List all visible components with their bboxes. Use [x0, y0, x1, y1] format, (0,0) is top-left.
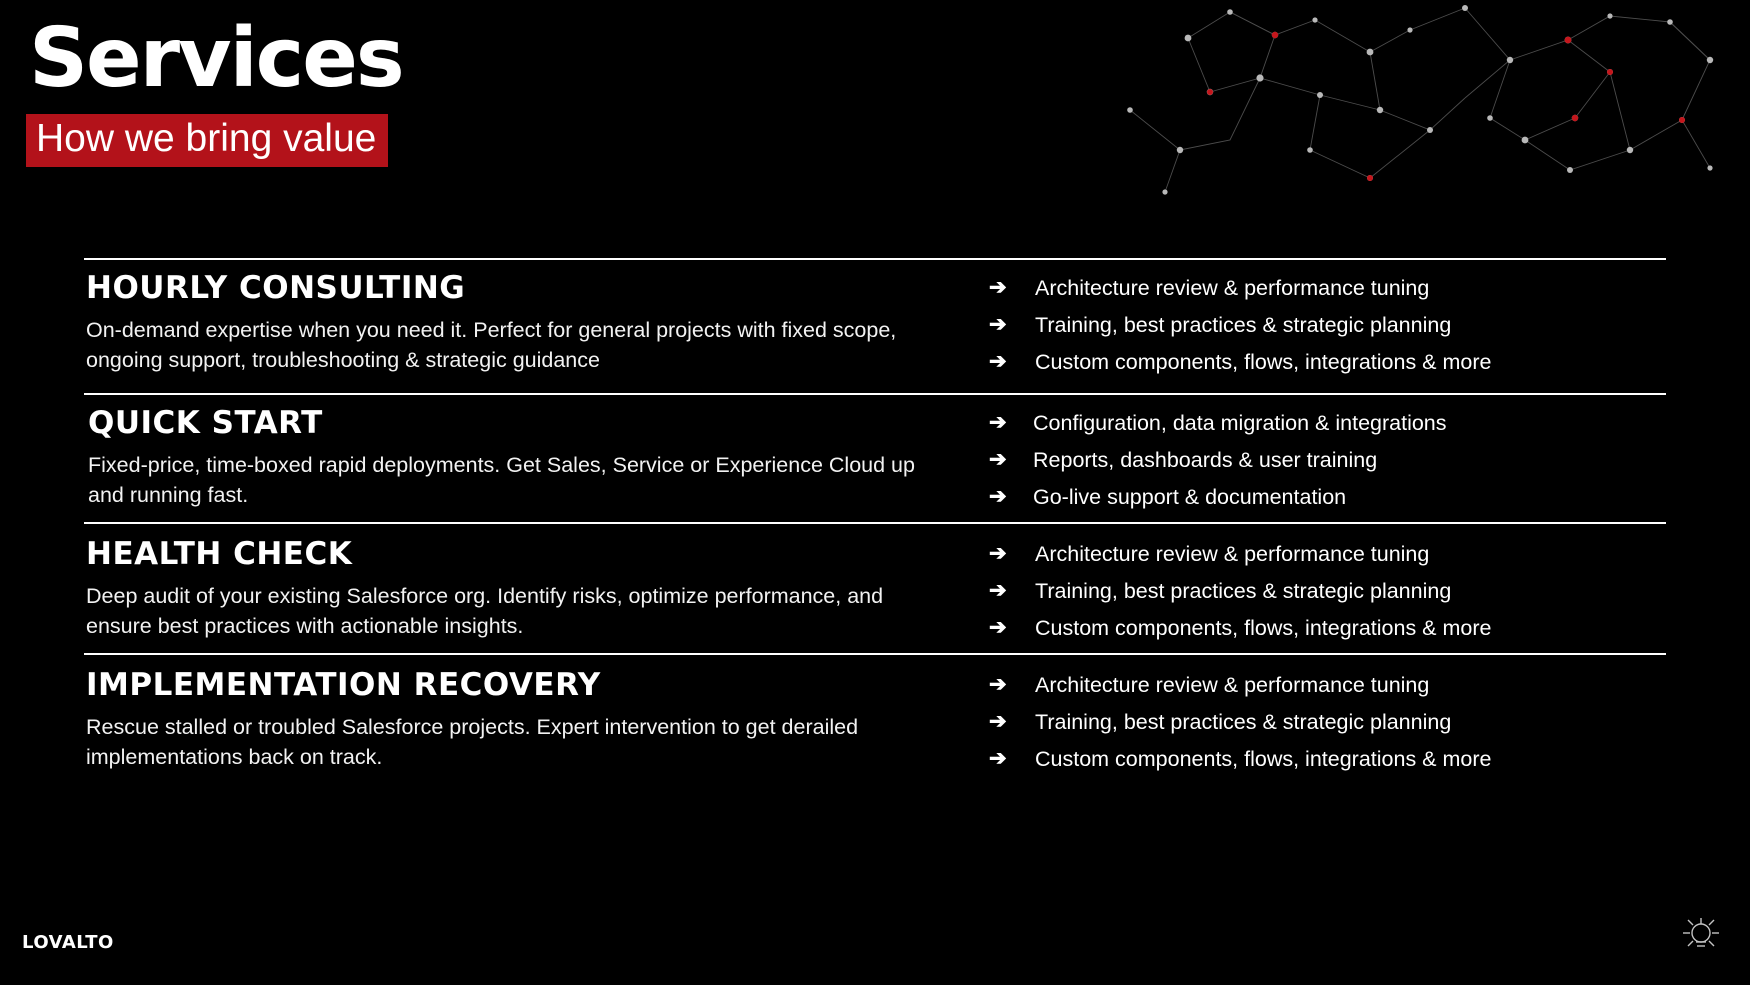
service-bullets — [989, 669, 1666, 774]
bullet-label: Custom components, flows, integrations & more — [1035, 747, 1492, 772]
service-description: Rescue stalled or troubled Salesforce projects. Expert intervention to get derailed implementations back on track. — [86, 714, 859, 770]
service-description: On-demand expertise when you need it. Perfect for general projects with fixed scope, ongoing support, troubleshooting & strategic guidance — [86, 317, 897, 373]
arrow-icon: ➔ — [989, 276, 1007, 299]
bullet-label: Architecture review & performance tuning — [1035, 673, 1430, 698]
bullet-label: Architecture review & performance tuning — [1035, 542, 1430, 567]
arrow-icon: ➔ — [989, 485, 1007, 509]
list-item — [989, 745, 1666, 774]
list-item — [989, 483, 1666, 512]
list-item — [989, 708, 1666, 737]
arrow-icon: ➔ — [989, 747, 1007, 771]
service-title: IMPLEMENTATION RECOVERY — [86, 667, 601, 704]
arrow-icon: ➔ — [989, 350, 1007, 374]
bullet-label: Custom components, flows, integrations & more — [1035, 616, 1492, 641]
bullet-label: Reports, dashboards & user training — [1033, 448, 1378, 473]
list-item — [989, 274, 1666, 303]
service-summary — [84, 538, 989, 642]
arrow-icon: ➔ — [989, 579, 1007, 603]
network-decoration-graphic — [1070, 0, 1750, 220]
service-row — [84, 258, 1666, 393]
service-summary — [84, 669, 989, 773]
service-title: QUICK START — [88, 405, 323, 442]
bullet-label: Custom components, flows, integrations & more — [1035, 350, 1492, 375]
arrow-icon: ➔ — [989, 616, 1007, 640]
list-item — [989, 671, 1666, 700]
bulb-watermark-icon — [1678, 913, 1724, 959]
arrow-icon: ➔ — [989, 542, 1007, 566]
list-item — [989, 446, 1666, 475]
title-block — [26, 11, 403, 167]
bullet-label: Configuration, data migration & integrations — [1033, 411, 1447, 436]
list-item — [989, 311, 1666, 340]
footer-logo: LOVALTO — [22, 932, 114, 953]
arrow-icon: ➔ — [989, 448, 1007, 472]
page-title: Services — [29, 11, 403, 106]
list-item — [989, 409, 1666, 438]
services-list — [84, 258, 1666, 784]
bullet-label: Training, best practices & strategic planning — [1035, 579, 1452, 604]
service-bullets — [989, 538, 1666, 643]
service-summary — [84, 407, 989, 511]
service-bullets — [989, 407, 1666, 512]
bullet-label: Go-live support & documentation — [1033, 485, 1347, 510]
arrow-icon: ➔ — [989, 673, 1007, 697]
service-row — [84, 522, 1666, 653]
subtitle-highlight — [26, 114, 388, 167]
arrow-icon: ➔ — [989, 313, 1007, 337]
arrow-icon: ➔ — [989, 710, 1007, 734]
list-item — [989, 540, 1666, 569]
service-summary — [84, 272, 989, 376]
service-description: Deep audit of your existing Salesforce org. Identify risks, optimize performance, and ensure best practices with actionable insights. — [86, 583, 884, 639]
bullet-label: Training, best practices & strategic planning — [1035, 313, 1452, 338]
service-title: HEALTH CHECK — [86, 536, 353, 573]
service-row — [84, 653, 1666, 784]
list-item — [989, 348, 1666, 377]
service-bullets — [989, 272, 1666, 377]
service-description: Fixed-price, time-boxed rapid deployments. Get Sales, Service or Experience Cloud up and running fast. — [88, 452, 915, 508]
list-item — [989, 614, 1666, 643]
page-subtitle: How we bring value — [36, 117, 377, 160]
arrow-icon: ➔ — [989, 411, 1007, 435]
service-row — [84, 393, 1666, 522]
bullet-label: Training, best practices & strategic planning — [1035, 710, 1452, 735]
service-title: HOURLY CONSULTING — [86, 270, 466, 306]
bullet-label: Architecture review & performance tuning — [1035, 276, 1430, 300]
list-item — [989, 577, 1666, 606]
